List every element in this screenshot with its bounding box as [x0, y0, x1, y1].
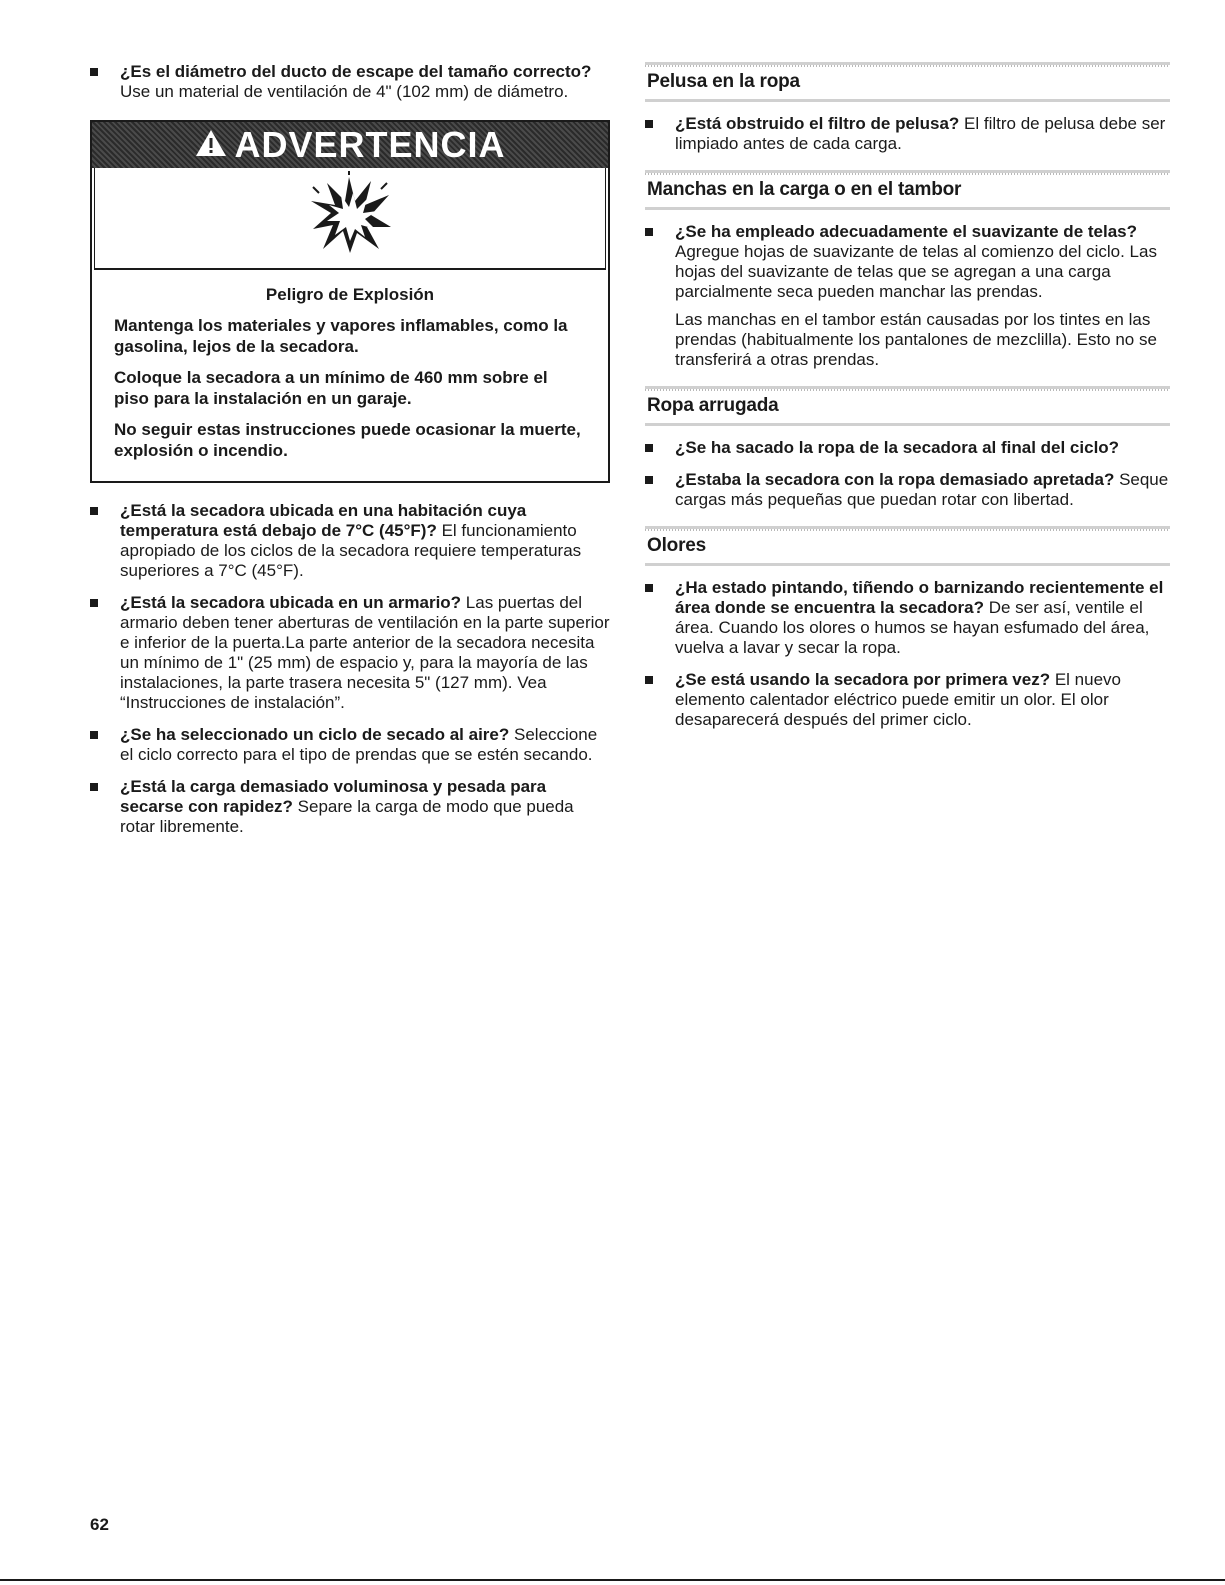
- question: ¿Está la secadora ubicada en un armario?: [120, 593, 462, 612]
- right-column: [645, 62, 1170, 746]
- answer: El nuevo elemento calentador eléctrico puede emitir un olor. El olor desaparecerá después del primer ciclo.: [675, 670, 1121, 729]
- alert-triangle-icon: [194, 128, 228, 163]
- answer: Use un material de ventilación de 4" (102 mm) de diámetro.: [120, 82, 569, 101]
- list-item: [645, 470, 1170, 510]
- answer: El funcionamiento apropiado de los ciclos de la secadora requiere temperaturas superiores a 7°C (45°F).: [120, 521, 582, 580]
- bullet-icon: [645, 476, 653, 484]
- bottom-rule: [0, 1579, 1225, 1581]
- section-wrinkled: [645, 386, 1170, 510]
- list-item: [90, 62, 610, 102]
- left-column: [90, 62, 610, 849]
- list-item: [645, 222, 1170, 370]
- question: ¿Se ha empleado adecuadamente el suavizante de telas?: [675, 222, 1138, 241]
- bullet-icon: [645, 584, 653, 592]
- warning-header: [92, 122, 608, 168]
- warning-graphic: [94, 168, 606, 270]
- answer: Las puertas del armario deben tener aberturas de ventilación en la parte superior e inferior de la puerta.La parte anterior de la secadora necesita un mínimo de 1" (25 mm) de espacio y, para la mayoría de las instalaciones, la parte trasera necesita 5" (127 mm). Vea “Instrucciones de instalación”.: [120, 593, 610, 712]
- question: ¿Estaba la secadora con la ropa demasiado apretada?: [675, 470, 1115, 489]
- section-odors: [645, 526, 1170, 730]
- question: ¿Está la secadora ubicada en una habitación cuya temperatura está debajo de 7°C (45°F)?: [120, 501, 527, 540]
- list-item: [645, 438, 1170, 458]
- bullet-icon: [645, 228, 653, 236]
- bullet-icon: [645, 676, 653, 684]
- answer-paragraph: Las manchas en el tambor están causadas por los tintes en las prendas (habitualmente los pantalones de mezclilla). Esto no se transferirá a otras prendas.: [675, 310, 1157, 369]
- list-item: [645, 578, 1170, 658]
- bullet-icon: [90, 783, 98, 791]
- question: ¿Está la carga demasiado voluminosa y pesada para secarse con rapidez?: [120, 777, 547, 816]
- list-item: [90, 501, 610, 581]
- warning-box: [90, 120, 610, 483]
- bullet-icon: [645, 444, 653, 452]
- answer: Agregue hojas de suavizante de telas al comienzo del ciclo. Las hojas del suavizante de telas que se agregan a una carga parcialmente seca pueden manchar las prendas.: [675, 242, 1157, 301]
- list-item: [90, 593, 610, 713]
- bullet-icon: [90, 68, 98, 76]
- warning-text: No seguir estas instrucciones puede ocasionar la muerte, explosión o incendio.: [114, 420, 581, 460]
- question: ¿Está obstruido el filtro de pelusa?: [675, 114, 960, 133]
- warning-text: Mantenga los materiales y vapores inflamables, como la gasolina, lejos de la secadora.: [114, 316, 568, 356]
- answer: El filtro de pelusa debe ser limpiado antes de cada carga.: [675, 114, 1166, 153]
- page-number: 62: [90, 1515, 109, 1534]
- section-heading: Ropa arrugada: [645, 386, 1170, 426]
- explosion-icon: [305, 171, 395, 266]
- list-item: [90, 725, 610, 765]
- list-item: [645, 114, 1170, 154]
- bullet-icon: [90, 599, 98, 607]
- list-item: [90, 777, 610, 837]
- bullet-icon: [90, 731, 98, 739]
- question: ¿Se está usando la secadora por primera vez?: [675, 670, 1051, 689]
- question: ¿Ha estado pintando, tiñendo o barnizando recientemente el área donde se encuentra la secadora?: [675, 578, 1164, 617]
- answer: Seleccione el ciclo correcto para el tipo de prendas que se estén secando.: [120, 725, 598, 764]
- list-item: [645, 670, 1170, 730]
- question: ¿Se ha sacado la ropa de la secadora al final del ciclo?: [675, 438, 1120, 457]
- section-heading: Manchas en la carga o en el tambor: [645, 170, 1170, 210]
- question: ¿Es el diámetro del ducto de escape del tamaño correcto?: [120, 62, 592, 81]
- warning-title: ADVERTENCIA: [234, 124, 506, 165]
- bullet-icon: [645, 120, 653, 128]
- question: ¿Se ha seleccionado un ciclo de secado al aire?: [120, 725, 510, 744]
- section-lint: [645, 62, 1170, 154]
- answer: Separe la carga de modo que pueda rotar libremente.: [120, 797, 574, 836]
- section-heading: Pelusa en la ropa: [645, 62, 1170, 102]
- bullet-icon: [90, 507, 98, 515]
- answer: Seque cargas más pequeñas que puedan rotar con libertad.: [675, 470, 1169, 509]
- warning-text: Coloque la secadora a un mínimo de 460 mm sobre el piso para la instalación en un garaje.: [114, 368, 548, 408]
- hazard-title: Peligro de Explosión: [265, 285, 435, 304]
- section-heading: Olores: [645, 526, 1170, 566]
- warning-body: [92, 270, 608, 481]
- section-stains: [645, 170, 1170, 370]
- answer: De ser así, ventile el área. Cuando los olores o humos se hayan esfumado del área, vuelva a lavar y secar la ropa.: [675, 598, 1150, 657]
